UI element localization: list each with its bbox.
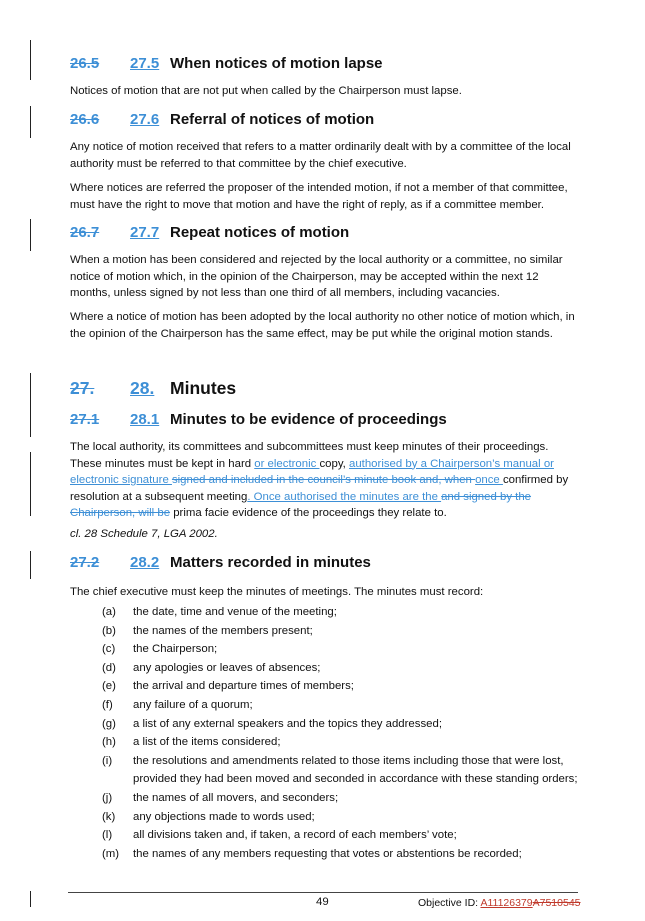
paragraph: Where notices are referred the proposer of the intended motion, if not a member of that committee, must have the right to move that motion and have the right of reply, as if a committee member. [70,182,568,211]
new-section-number: 27.6 [130,111,160,128]
chapter-heading [70,378,236,399]
list-item [70,603,578,622]
list-item-label: (d) [102,661,116,674]
section-title: Minutes to be evidence of proceedings [170,411,447,428]
list-item-text: a list of any external speakers and the topics they addressed; [133,717,442,730]
section-title: When notices of motion lapse [170,55,383,72]
paragraph: Where a notice of motion has been adopted by the local authority no other notice of motion which, in the opinion of the Chairperson has the same effect, may be put while the original motion stands. [70,311,575,340]
list-item-text: the date, time and venue of the meeting; [133,606,337,618]
section-title: Repeat notices of motion [170,224,350,241]
change-bar [30,452,31,516]
section-heading [70,111,374,128]
text: The local authority, its committees and subcommittees must keep minutes of their proceedings. These minutes must be kept in hard [70,441,549,470]
new-section-number: 28.1 [130,411,160,428]
section-heading [70,224,349,241]
section-heading [70,55,383,72]
list-item-label: (f) [102,698,113,711]
inserted-text: or electronic [254,457,320,470]
list-item [70,826,578,845]
list-item [70,659,578,678]
section-heading [70,411,447,428]
footer-rule [68,892,578,893]
new-section-number: 28.2 [130,554,160,571]
list-item-text: all divisions taken and, if taken, a record of each members’ vote; [133,829,457,842]
list-item-text: any failure of a quorum; [133,698,253,711]
list-item [70,622,578,641]
list-item-label: (c) [102,643,116,656]
recorded-matters-list [70,603,578,863]
list-item-text: any objections made to words used; [133,810,315,823]
change-bar [30,219,31,251]
inserted-text: . Once authorised the minutes are the [247,490,442,503]
objective-id-new: A11126379 [480,897,533,909]
list-item-label: (e) [102,680,116,693]
section-heading [70,554,371,571]
section-title: Matters recorded in minutes [170,554,371,571]
paragraph: Any notice of motion received that refers to a matter ordinarily dealt with by a committee of the local authority must be referred to that committee by the chief executive. [70,141,571,170]
paragraph: When a motion has been considered and rejected by the local authority or a committee, no similar notice of motion which, in the opinion of the Chairperson, may be accepted within the next 12 months, unless signed by not less than one third of all members, including vacancies. [70,254,563,299]
change-bar [30,373,31,437]
deleted-text: signed and included in the council’s minute book and, when [171,474,476,486]
list-item-label: (i) [102,754,113,767]
list-item-label: (g) [102,717,116,730]
change-bar [30,40,31,80]
list-item-label: (h) [102,736,116,749]
list-item-text: a list of the items considered; [133,736,281,749]
section-title: Minutes [170,378,237,398]
old-section-number: 26.5 [70,55,100,72]
new-section-number: 27.5 [130,55,160,72]
objective-id-label: Objective ID: [418,897,481,909]
list-item-label: (k) [102,810,116,823]
change-bar [30,106,31,138]
objective-id [418,897,581,909]
list-item-label: (a) [102,606,116,618]
section-title: Referral of notices of motion [170,111,375,128]
new-section-number: 28. [130,378,155,398]
list-item-text: the resolutions and amendments related to those items including those that were lost, provided they had been moved and seconded in accordance with these standing orders; [133,754,578,786]
new-section-number: 27.7 [130,224,160,241]
list-item-label: (b) [102,624,116,637]
old-section-number: 27.2 [70,554,100,571]
deleted-text: and signed by the Chairperson, will be [70,490,532,519]
list-item [70,845,578,864]
list-item [70,715,578,734]
list-item [70,808,578,827]
inserted-text: authorised by a Chairperson’s manual or electronic signature [70,457,554,486]
list-item [70,789,578,808]
list-item-text: the Chairperson; [133,643,218,656]
change-bar [30,891,31,907]
list-item [70,640,578,659]
old-section-number: 26.6 [70,111,100,128]
paragraph-with-tracked-changes [70,439,578,522]
list-item-text: the arrival and departure times of members; [133,680,354,693]
list-item [70,752,578,789]
citation: cl. 28 Schedule 7, LGA 2002. [70,528,218,540]
text: copy, [319,457,350,470]
list-item [70,733,578,752]
list-item-text: any apologies or leaves of absences; [133,661,321,674]
text: confirmed by resolution at a subsequent meeting [70,474,569,503]
objective-id-old: A7510545 [532,897,581,909]
paragraph: The chief executive must keep the minutes of meetings. The minutes must record: [70,586,484,598]
old-section-number: 26.7 [70,224,100,241]
old-section-number: 27. [70,378,95,398]
text: prima facie evidence of the proceedings they relate to. [170,507,447,519]
list-item-label: (l) [102,829,113,842]
list-item-text: the names of the members present; [133,624,313,637]
list-item-text: the names of any members requesting that votes or abstentions be recorded; [133,847,522,860]
list-item-label: (j) [102,791,113,804]
paragraph: Notices of motion that are not put when called by the Chairperson must lapse. [70,85,462,97]
page-number: 49 [316,896,329,908]
old-section-number: 27.1 [70,411,100,428]
change-bar [30,551,31,579]
list-item-text: the names of all movers, and seconders; [133,791,339,804]
list-item [70,677,578,696]
list-item-label: (m) [102,847,120,860]
inserted-text: once [475,474,503,486]
list-item [70,696,578,715]
